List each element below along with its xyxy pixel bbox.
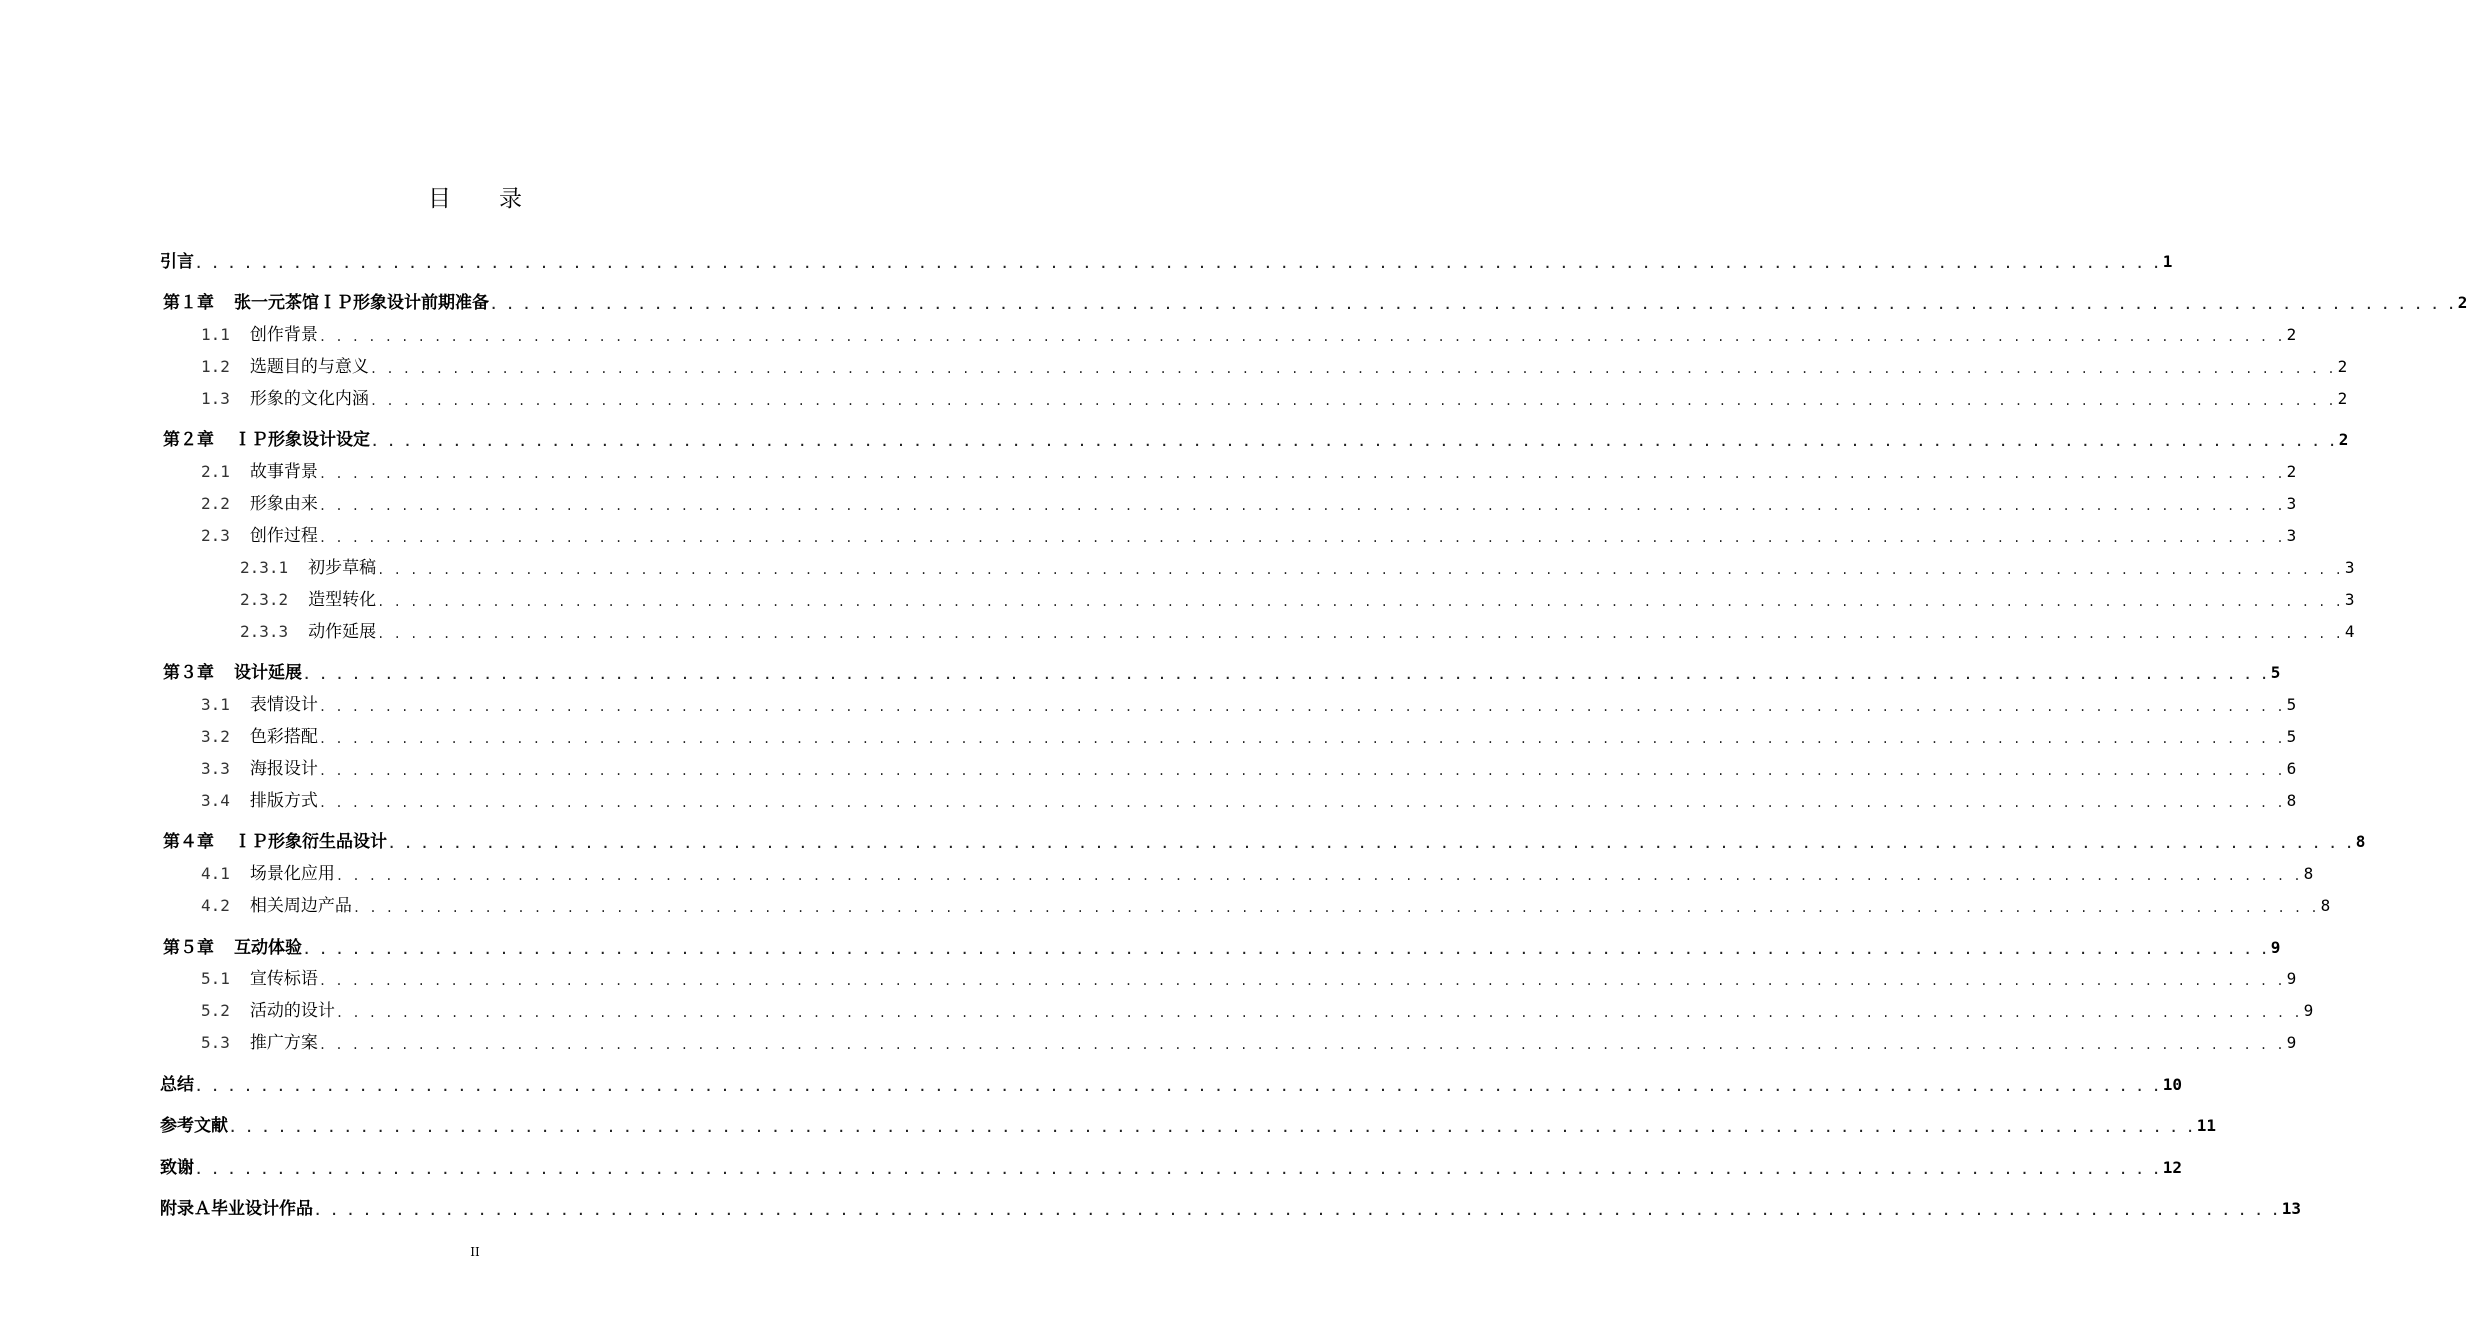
toc-dot-leader: . . . . . . . . . . . . . . . . . . . . . . . . . . . . . . . . . . . . . . . . . . . . . . . . . . . . . . . . . . . . . . . . . . . . . . . . . . . . . . . . . . . . . . . . . . . . . . . . . . . . . . . . . . . . . . . . . . . . . . . . (318, 700, 2285, 714)
toc-section-entry[interactable] (201, 998, 2314, 1022)
toc-entry-label: 创作过程 (249, 526, 318, 546)
toc-title (0, 180, 950, 213)
toc-chapter-entry[interactable] (160, 1072, 2182, 1096)
toc-dot-leader: . . . . . . . . . . . . . . . . . . . . . . . . . . . . . . . . . . . . . . . . . . . . . . . . . . . . . . . . . . . . . . . . . . . . . . . . . . . . . . . . . . . . . . . . . . . . . . . . . . . . . . . . . . . . . . . . . . . . . . . . (195, 1080, 2161, 1094)
toc-section-entry[interactable] (201, 523, 2297, 547)
toc-chapter-entry[interactable] (160, 1113, 2216, 1137)
toc-entry-number: 2.1 (201, 462, 230, 481)
toc-dot-leader: . . . . . . . . . . . . . . . . . . . . . . . . . . . . . . . . . . . . . . . . . . . . . . . . . . . . . . . . . . . . . . . . . . . . . . . . . . . . . . . . . . . . . . . . . . . . . . . . . . . . . . . . . . . . . . . . . . . . . . . . (369, 394, 2336, 408)
toc-entry-label: 引言 (160, 252, 194, 272)
toc-entry-page: 2 (2286, 325, 2297, 344)
toc-entry-number: 2.3.1 (240, 558, 289, 577)
toc-chapter-entry[interactable] (160, 1196, 2301, 1220)
toc-entry-label: 选题目的与意义 (249, 357, 369, 377)
toc-dot-leader: . . . . . . . . . . . . . . . . . . . . . . . . . . . . . . . . . . . . . . . . . . . . . . . . . . . . . . . . . . . . . . . . . . . . . . . . . . . . . . . . . . . . . . . . . . . . . . . . . . . . . . . . . . . . . . . . . . . . . . . . (352, 901, 2319, 915)
toc-entry-label: 附录Ａ毕业设计作品 (160, 1199, 313, 1219)
toc-entry-number: 第５章 (163, 938, 214, 958)
toc-entry-label: 参考文献 (160, 1116, 228, 1136)
toc-dot-leader: . . . . . . . . . . . . . . . . . . . . . . . . . . . . . . . . . . . . . . . . . . . . . . . . . . . . . . . . . . . . . . . . . . . . . . . . . . . . . . . . . . . . . . . . . . . . . . . . . . . . . . . . . . . . . . . . . . . . . . . . (318, 796, 2285, 810)
toc-dot-leader: . . . . . . . . . . . . . . . . . . . . . . . . . . . . . . . . . . . . . . . . . . . . . . . . . . . . . . . . . . . . . . . . . . . . . . . . . . . . . . . . . . . . . . . . . . . . . . . . . . . . . . . . . . . . . . . . . . . . . . . . (229, 1121, 2195, 1135)
toc-entry-number: 5.1 (201, 969, 230, 988)
toc-entry-number: 5.2 (201, 1001, 230, 1020)
toc-chapter-entry[interactable] (163, 660, 2281, 684)
toc-entry-label: 海报设计 (249, 759, 318, 779)
toc-entry-page: 3 (2344, 590, 2355, 609)
toc-entry-label: 宣传标语 (249, 969, 318, 989)
toc-entry-page: 9 (2286, 969, 2297, 988)
toc-title-left: 目 (428, 186, 451, 212)
toc-entry-number: 1.2 (201, 357, 230, 376)
toc-entry-number: 4.1 (201, 864, 230, 883)
toc-section-entry[interactable] (201, 459, 2297, 483)
toc-entry-number: 2.3.2 (240, 590, 289, 609)
toc-section-entry[interactable] (201, 966, 2297, 990)
toc-entry-label: 排版方式 (249, 791, 318, 811)
toc-dot-leader: . . . . . . . . . . . . . . . . . . . . . . . . . . . . . . . . . . . . . . . . . . . . . . . . . . . . . . . . . . . . . . . . . . . . . . . . . . . . . . . . . . . . . . . . . . . . . . . . . . . . . . . . . . . . . . . . . . . . . . . . (335, 869, 2302, 883)
toc-section-entry[interactable] (240, 587, 2355, 611)
toc-entry-label: 故事背景 (249, 462, 318, 482)
toc-dot-leader: . . . . . . . . . . . . . . . . . . . . . . . . . . . . . . . . . . . . . . . . . . . . . . . . . . . . . . . . . . . . . . . . . . . . . . . . . . . . . . . . . . . . . . . . . . . . . . . . . . . . . . . . . . . . . . . . . . . . . . . . (318, 1038, 2285, 1052)
toc-dot-leader: . . . . . . . . . . . . . . . . . . . . . . . . . . . . . . . . . . . . . . . . . . . . . . . . . . . . . . . . . . . . . . . . . . . . . . . . . . . . . . . . . . . . . . . . . . . . . . . . . . . . . . . . . . . . . . . . . . . . . . . . (318, 974, 2285, 988)
toc-chapter-entry[interactable] (163, 935, 2281, 959)
toc-section-entry[interactable] (201, 354, 2348, 378)
toc-section-entry[interactable] (201, 491, 2297, 515)
toc-entry-page: 12 (2162, 1158, 2182, 1177)
toc-section-entry[interactable] (201, 322, 2297, 346)
toc-entry-number: 2.3.3 (240, 622, 289, 641)
toc-section-entry[interactable] (240, 555, 2355, 579)
toc-chapter-entry[interactable] (160, 1155, 2182, 1179)
toc-entry-number: 3.3 (201, 759, 230, 778)
toc-entry-number: 第２章 (163, 430, 214, 450)
toc-entry-label: 初步草稿 (308, 558, 377, 578)
toc-dot-leader: . . . . . . . . . . . . . . . . . . . . . . . . . . . . . . . . . . . . . . . . . . . . . . . . . . . . . . . . . . . . . . . . . . . . . . . . . . . . . . . . . . . . . . . . . . . . . . . . . . . . . . . . . . . . . . . . . . . . . . . . (318, 732, 2285, 746)
toc-entry-label: 色彩搭配 (249, 727, 318, 747)
toc-entry-number: 第３章 (163, 663, 214, 683)
toc-entry-page: 9 (2270, 938, 2281, 957)
toc-dot-leader: . . . . . . . . . . . . . . . . . . . . . . . . . . . . . . . . . . . . . . . . . . . . . . . . . . . . . . . . . . . . . . . . . . . . . . . . . . . . . . . . . . . . . . . . . . . . . . . . . . . . . . . . . . . . . . . . . . . . . . . . (369, 362, 2336, 376)
toc-title-right: 录 (499, 186, 522, 212)
toc-entry-page: 11 (2196, 1116, 2216, 1135)
toc-entry-page: 8 (2320, 896, 2331, 915)
toc-entry-label: 总结 (160, 1075, 194, 1095)
toc-chapter-entry[interactable] (163, 290, 2467, 314)
toc-section-entry[interactable] (201, 788, 2297, 812)
toc-entry-number: 1.1 (201, 325, 230, 344)
toc-entry-page: 3 (2286, 526, 2297, 545)
toc-dot-leader: . . . . . . . . . . . . . . . . . . . . . . . . . . . . . . . . . . . . . . . . . . . . . . . . . . . . . . . . . . . . . . . . . . . . . . . . . . . . . . . . . . . . . . . . . . . . . . . . . . . . . . . . . . . . . . . . . . . . . . . . (303, 668, 2269, 682)
toc-entry-page: 5 (2270, 663, 2281, 682)
toc-entry-label: ＩＰ形象衍生品设计 (234, 832, 387, 852)
toc-entry-label: 活动的设计 (249, 1001, 335, 1021)
toc-entry-label: 动作延展 (308, 622, 377, 642)
toc-dot-leader: . . . . . . . . . . . . . . . . . . . . . . . . . . . . . . . . . . . . . . . . . . . . . . . . . . . . . . . . . . . . . . . . . . . . . . . . . . . . . . . . . . . . . . . . . . . . . . . . . . . . . . . . . . . . . . . . . . . . . . . . (318, 531, 2285, 545)
toc-entry-label: 致谢 (160, 1158, 194, 1178)
toc-entry-label: 造型转化 (308, 590, 377, 610)
toc-entry-label: ＩＰ形象设计设定 (234, 430, 370, 450)
toc-dot-leader: . . . . . . . . . . . . . . . . . . . . . . . . . . . . . . . . . . . . . . . . . . . . . . . . . . . . . . . . . . . . . . . . . . . . . . . . . . . . . . . . . . . . . . . . . . . . . . . . . . . . . . . . . . . . . . . . . . . . . . . . (335, 1006, 2302, 1020)
toc-entry-page: 8 (2286, 791, 2297, 810)
toc-entry-page: 2 (2286, 462, 2297, 481)
toc-entry-page: 2 (2338, 430, 2349, 449)
toc-chapter-entry[interactable] (163, 829, 2366, 853)
toc-entry-page: 6 (2286, 759, 2297, 778)
toc-entry-number: 4.2 (201, 896, 230, 915)
toc-section-entry[interactable] (240, 619, 2355, 643)
toc-entry-label: 张一元茶馆ＩＰ形象设计前期准备 (234, 293, 489, 313)
toc-dot-leader: . . . . . . . . . . . . . . . . . . . . . . . . . . . . . . . . . . . . . . . . . . . . . . . . . . . . . . . . . . . . . . . . . . . . . . . . . . . . . . . . . . . . . . . . . . . . . . . . . . . . . . . . . . . . . . . . . . . . . . . . (318, 330, 2285, 344)
toc-dot-leader: . . . . . . . . . . . . . . . . . . . . . . . . . . . . . . . . . . . . . . . . . . . . . . . . . . . . . . . . . . . . . . . . . . . . . . . . . . . . . . . . . . . . . . . . . . . . . . . . . . . . . . . . . . . . . . . . . . . . . . . . (388, 837, 2354, 851)
toc-entry-label: 推广方案 (249, 1033, 318, 1053)
toc-entry-number: 5.3 (201, 1033, 230, 1052)
toc-dot-leader: . . . . . . . . . . . . . . . . . . . . . . . . . . . . . . . . . . . . . . . . . . . . . . . . . . . . . . . . . . . . . . . . . . . . . . . . . . . . . . . . . . . . . . . . . . . . . . . . . . . . . . . . . . . . . . . . . . . . . . . . (195, 257, 2161, 271)
toc-entry-number: 第１章 (163, 293, 214, 313)
toc-entry-page: 2 (2337, 389, 2348, 408)
toc-entry-page: 3 (2286, 494, 2297, 513)
toc-entry-page: 9 (2303, 1001, 2314, 1020)
toc-section-entry[interactable] (201, 756, 2297, 780)
toc-dot-leader: . . . . . . . . . . . . . . . . . . . . . . . . . . . . . . . . . . . . . . . . . . . . . . . . . . . . . . . . . . . . . . . . . . . . . . . . . . . . . . . . . . . . . . . . . . . . . . . . . . . . . . . . . . . . . . . . . . . . . . . . (490, 298, 2456, 312)
toc-entry-number: 2.3 (201, 526, 230, 545)
toc-entry-page: 8 (2303, 864, 2314, 883)
toc-entry-page: 10 (2162, 1075, 2182, 1094)
toc-entry-label: 创作背景 (249, 325, 318, 345)
toc-entry-number: 3.1 (201, 695, 230, 714)
toc-entry-page: 3 (2344, 558, 2355, 577)
toc-section-entry[interactable] (201, 724, 2297, 748)
toc-entry-number: 3.4 (201, 791, 230, 810)
toc-entry-page: 2 (2337, 357, 2348, 376)
toc-section-entry[interactable] (201, 1030, 2297, 1054)
toc-entry-label: 形象由来 (249, 494, 318, 514)
toc-entry-label: 表情设计 (249, 695, 318, 715)
toc-entry-page: 5 (2286, 727, 2297, 746)
toc-entry-page: 8 (2355, 832, 2366, 851)
toc-entry-label: 形象的文化内涵 (249, 389, 369, 409)
toc-chapter-entry[interactable] (160, 249, 2173, 273)
toc-chapter-entry[interactable] (163, 427, 2349, 451)
toc-entry-number: 2.2 (201, 494, 230, 513)
toc-section-entry[interactable] (201, 893, 2331, 917)
toc-dot-leader: . . . . . . . . . . . . . . . . . . . . . . . . . . . . . . . . . . . . . . . . . . . . . . . . . . . . . . . . . . . . . . . . . . . . . . . . . . . . . . . . . . . . . . . . . . . . . . . . . . . . . . . . . . . . . . . . . . . . . . . . (377, 595, 2343, 609)
toc-entry-page: 4 (2344, 622, 2355, 641)
toc-dot-leader: . . . . . . . . . . . . . . . . . . . . . . . . . . . . . . . . . . . . . . . . . . . . . . . . . . . . . . . . . . . . . . . . . . . . . . . . . . . . . . . . . . . . . . . . . . . . . . . . . . . . . . . . . . . . . . . . . . . . . . . . (318, 499, 2285, 513)
toc-entry-number: 3.2 (201, 727, 230, 746)
toc-section-entry[interactable] (201, 692, 2297, 716)
toc-entry-page: 1 (2162, 252, 2173, 271)
toc-dot-leader: . . . . . . . . . . . . . . . . . . . . . . . . . . . . . . . . . . . . . . . . . . . . . . . . . . . . . . . . . . . . . . . . . . . . . . . . . . . . . . . . . . . . . . . . . . . . . . . . . . . . . . . . . . . . . . . . . . . . . . . . (318, 467, 2285, 481)
toc-dot-leader: . . . . . . . . . . . . . . . . . . . . . . . . . . . . . . . . . . . . . . . . . . . . . . . . . . . . . . . . . . . . . . . . . . . . . . . . . . . . . . . . . . . . . . . . . . . . . . . . . . . . . . . . . . . . . . . . . . . . . . . . (314, 1204, 2280, 1218)
toc-section-entry[interactable] (201, 861, 2314, 885)
toc-dot-leader: . . . . . . . . . . . . . . . . . . . . . . . . . . . . . . . . . . . . . . . . . . . . . . . . . . . . . . . . . . . . . . . . . . . . . . . . . . . . . . . . . . . . . . . . . . . . . . . . . . . . . . . . . . . . . . . . . . . . . . . . (377, 563, 2343, 577)
page-number-footer: II (470, 1245, 480, 1259)
toc-entry-page: 5 (2286, 695, 2297, 714)
toc-dot-leader: . . . . . . . . . . . . . . . . . . . . . . . . . . . . . . . . . . . . . . . . . . . . . . . . . . . . . . . . . . . . . . . . . . . . . . . . . . . . . . . . . . . . . . . . . . . . . . . . . . . . . . . . . . . . . . . . . . . . . . . . (318, 764, 2285, 778)
toc-dot-leader: . . . . . . . . . . . . . . . . . . . . . . . . . . . . . . . . . . . . . . . . . . . . . . . . . . . . . . . . . . . . . . . . . . . . . . . . . . . . . . . . . . . . . . . . . . . . . . . . . . . . . . . . . . . . . . . . . . . . . . . . (377, 627, 2343, 641)
toc-entry-label: 相关周边产品 (249, 896, 352, 916)
toc-entry-number: 第４章 (163, 832, 214, 852)
toc-entry-page: 9 (2286, 1033, 2297, 1052)
toc-dot-leader: . . . . . . . . . . . . . . . . . . . . . . . . . . . . . . . . . . . . . . . . . . . . . . . . . . . . . . . . . . . . . . . . . . . . . . . . . . . . . . . . . . . . . . . . . . . . . . . . . . . . . . . . . . . . . . . . . . . . . . . . (195, 1163, 2161, 1177)
toc-dot-leader: . . . . . . . . . . . . . . . . . . . . . . . . . . . . . . . . . . . . . . . . . . . . . . . . . . . . . . . . . . . . . . . . . . . . . . . . . . . . . . . . . . . . . . . . . . . . . . . . . . . . . . . . . . . . . . . . . . . . . . . . (303, 943, 2269, 957)
toc-entry-number: 1.3 (201, 389, 230, 408)
toc-section-entry[interactable] (201, 386, 2348, 410)
toc-dot-leader: . . . . . . . . . . . . . . . . . . . . . . . . . . . . . . . . . . . . . . . . . . . . . . . . . . . . . . . . . . . . . . . . . . . . . . . . . . . . . . . . . . . . . . . . . . . . . . . . . . . . . . . . . . . . . . . . . . . . . . . . (371, 435, 2337, 449)
toc-entry-label: 设计延展 (234, 663, 302, 683)
toc-entry-page: 13 (2281, 1199, 2301, 1218)
toc-entry-label: 互动体验 (234, 938, 302, 958)
toc-entry-label: 场景化应用 (249, 864, 335, 884)
toc-entry-page: 2 (2457, 293, 2467, 312)
